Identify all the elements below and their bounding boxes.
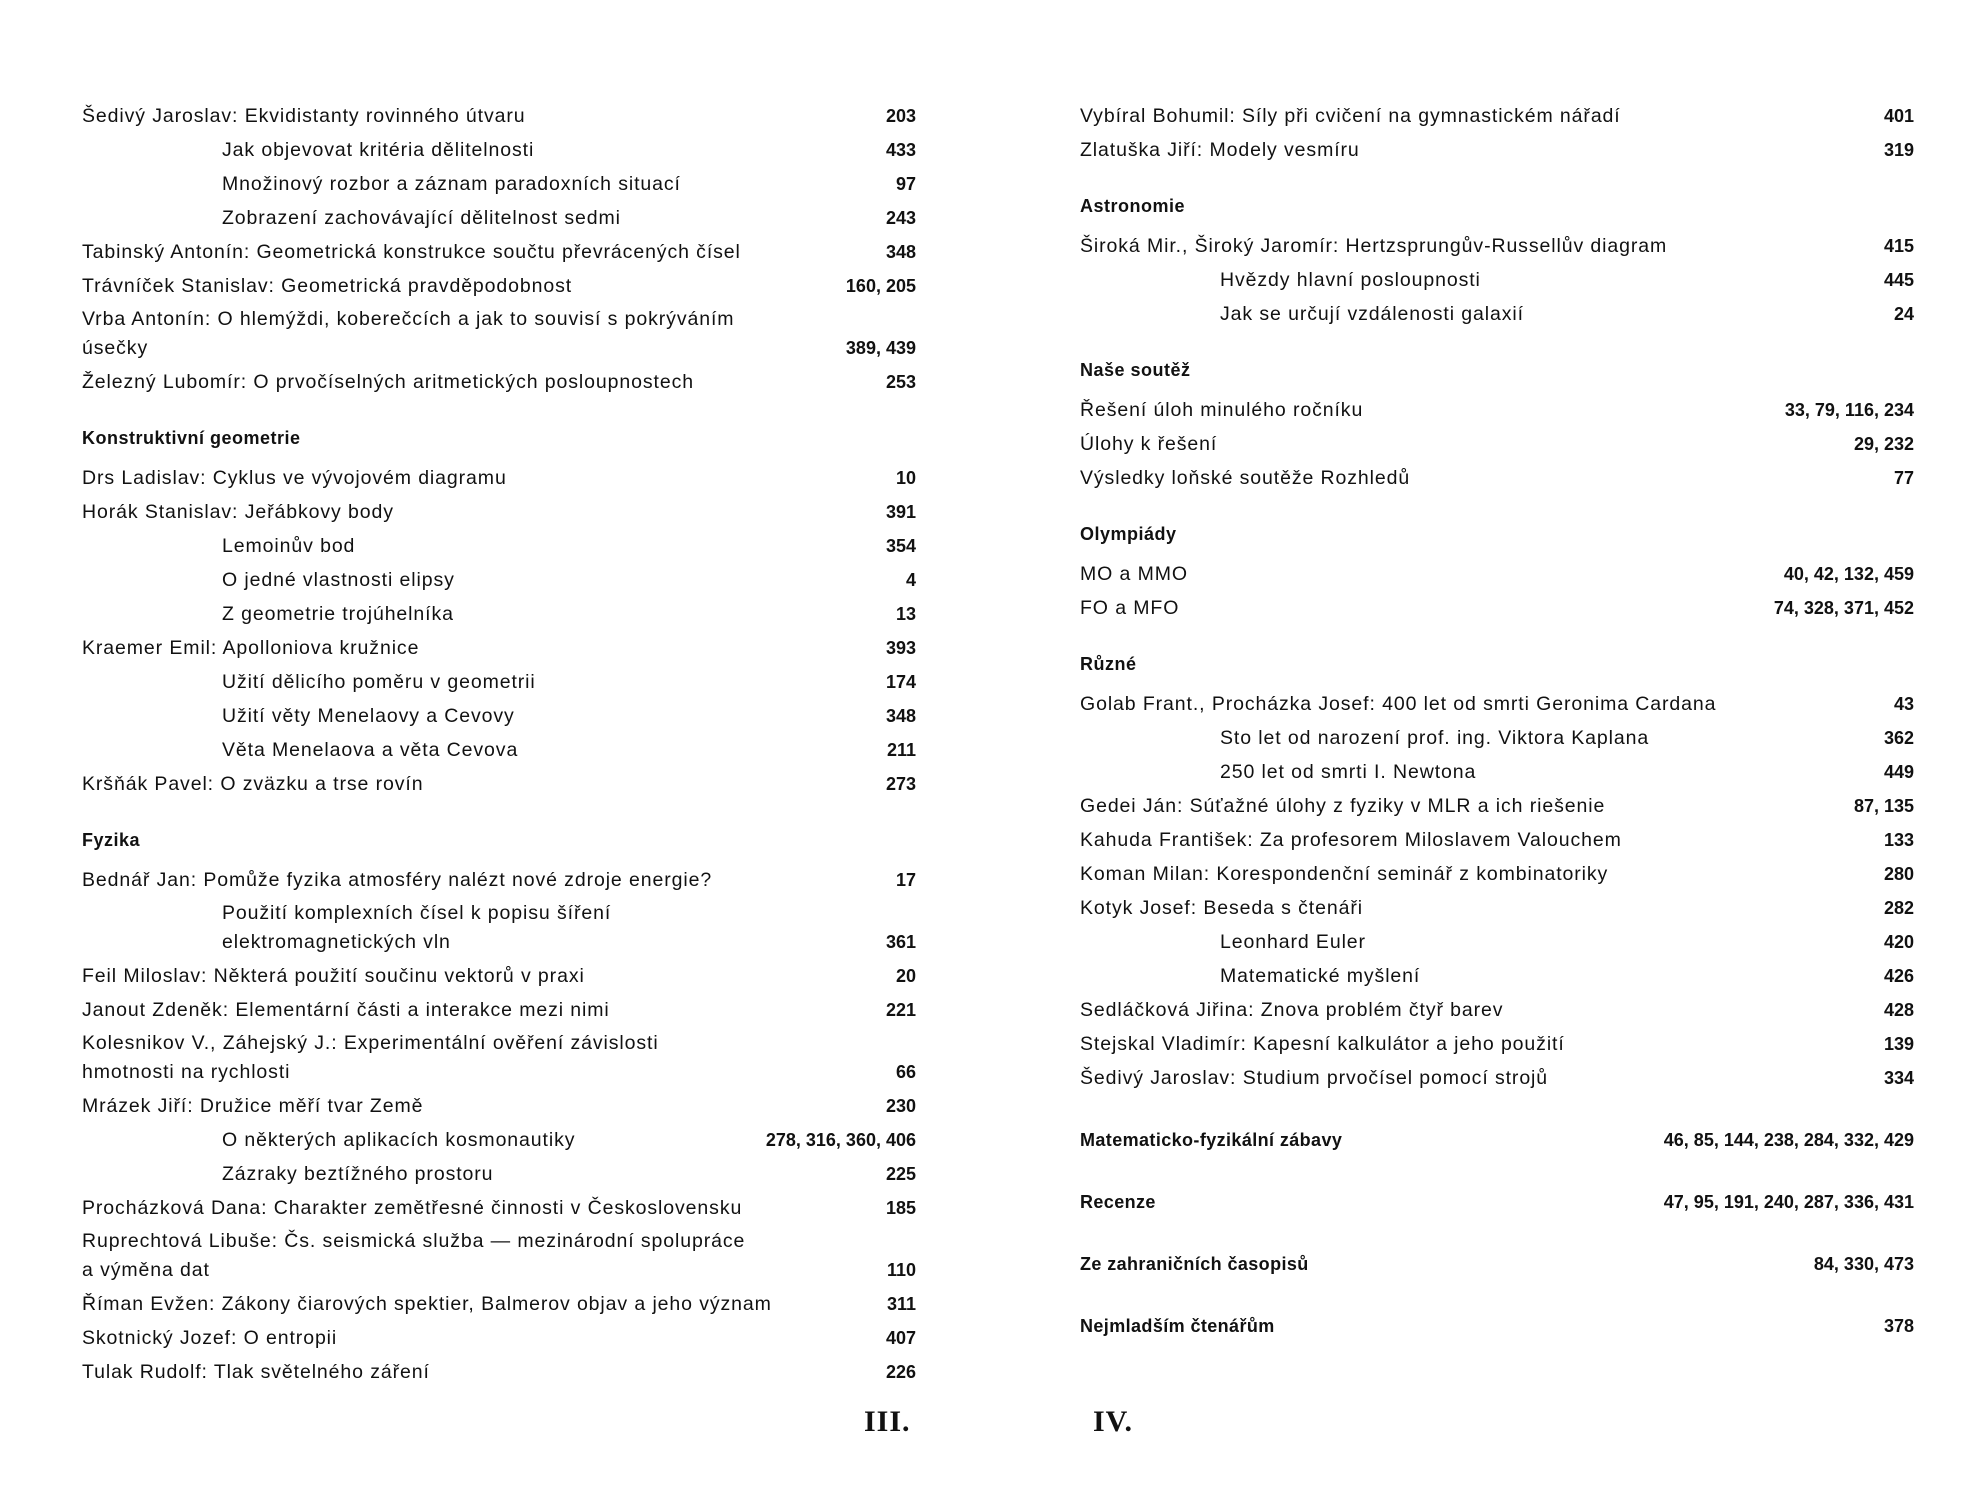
entry-page-numbers: 40, 42, 132, 459 — [1783, 564, 1914, 584]
index-entry — [82, 461, 916, 495]
entry-page-numbers: 282 — [1883, 898, 1914, 918]
index-subentry — [82, 167, 916, 201]
entry-page-numbers: 348 — [885, 706, 916, 726]
entry-page-numbers: 174 — [885, 672, 916, 692]
index-subentry — [82, 529, 916, 563]
entry-title: Vrba Antonín: O hlemýždi, koberečcích a jak to souvisí s pokrýváním úsečky — [82, 308, 735, 359]
misc-section-title: Ze zahraničních časopisů — [1080, 1254, 1309, 1274]
entry-title: Horák Stanislav: Jeřábkovy body — [82, 501, 394, 523]
entry-title: Gedei Ján: Súťažné úlohy z fyziky v MLR a ich riešenie — [1080, 795, 1606, 817]
entry-page-numbers: 253 — [885, 372, 916, 392]
section-heading: Konstruktivní geometrie — [82, 428, 301, 448]
entry-title: Mrázek Jiří: Družice měří tvar Země — [82, 1095, 424, 1117]
entry-title: Jak se určují vzdálenosti galaxií — [1220, 303, 1524, 325]
entry-page-numbers: 230 — [885, 1096, 916, 1116]
index-subentry — [82, 597, 916, 631]
entry-title: Drs Ladislav: Cyklus ve vývojovém diagramu — [82, 467, 507, 489]
entry-page-numbers: 13 — [895, 604, 916, 624]
entry-title: Šedivý Jaroslav: Ekvidistanty rovinného útvaru — [82, 105, 526, 127]
index-entry — [1080, 557, 1914, 591]
entry-page-numbers: 17 — [895, 870, 916, 890]
entry-page-numbers: 426 — [1883, 966, 1914, 986]
index-subentry — [82, 1123, 916, 1157]
entry-title: Lemoinův bod — [222, 535, 356, 557]
entry-title: Kotyk Josef: Beseda s čtenáři — [1080, 897, 1363, 919]
index-entry — [82, 1225, 916, 1287]
index-entry — [1080, 687, 1914, 721]
misc-section — [1080, 1123, 1914, 1157]
entry-title: Leonhard Euler — [1220, 931, 1366, 953]
entry-title: Vybíral Bohumil: Síly při cvičení na gymnastickém nářadí — [1080, 105, 1621, 127]
entry-page-numbers: 29, 232 — [1853, 434, 1914, 454]
entry-title: O jedné vlastnosti elipsy — [222, 569, 455, 591]
entry-title: Koman Milan: Korespondenční seminář z kombinatoriky — [1080, 863, 1609, 885]
index-entry — [82, 1089, 916, 1123]
entry-page-numbers: 445 — [1883, 270, 1914, 290]
section-heading: Naše soutěž — [1080, 360, 1191, 380]
index-entry — [82, 1321, 916, 1355]
entry-title: Zázraky beztížného prostoru — [222, 1163, 494, 1185]
entry-page-numbers: 389, 439 — [845, 338, 916, 358]
entry-title: Výsledky loňské soutěže Rozhledů — [1080, 467, 1411, 489]
misc-section — [1080, 1309, 1914, 1343]
entry-page-numbers: 401 — [1883, 106, 1914, 126]
entry-title: 250 let od smrti I. Newtona — [1220, 761, 1477, 783]
entry-page-numbers: 311 — [886, 1294, 916, 1314]
entry-page-numbers: 280 — [1883, 864, 1914, 884]
index-entry — [1080, 1027, 1914, 1061]
entry-title: Železný Lubomír: O prvočíselných aritmetických posloupnostech — [82, 371, 694, 393]
entry-page-numbers: 20 — [895, 966, 916, 986]
entry-page-numbers: 221 — [885, 1000, 916, 1020]
entry-title: MO a MMO — [1080, 563, 1188, 585]
entry-page-numbers: 133 — [1883, 830, 1914, 850]
entry-page-numbers: 407 — [885, 1328, 916, 1348]
index-subentry — [1080, 755, 1914, 789]
entry-title: Užití věty Menelaovy a Cevovy — [222, 705, 515, 727]
index-entry — [82, 959, 916, 993]
misc-section-pages: 378 — [1883, 1316, 1914, 1336]
entry-title: Zlatuška Jiří: Modely vesmíru — [1080, 139, 1360, 161]
index-entry — [1080, 133, 1914, 167]
entry-page-numbers: 139 — [1883, 1034, 1914, 1054]
entry-title: Úlohy k řešení — [1080, 433, 1218, 455]
page-number-right: IV. — [1093, 1405, 1133, 1438]
index-entry — [1080, 99, 1914, 133]
entry-title: Sedláčková Jiřina: Znova problém čtyř barev — [1080, 999, 1504, 1021]
entry-title: Říman Evžen: Zákony čiarových spektier, Balmerov objav a jeho význam — [82, 1293, 772, 1315]
index-entry — [82, 269, 916, 303]
index-entry — [1080, 427, 1914, 461]
index-entry — [1080, 789, 1914, 823]
index-subentry — [82, 665, 916, 699]
index-entry — [82, 767, 916, 801]
index-subentry — [82, 201, 916, 235]
entry-page-numbers: 348 — [885, 242, 916, 262]
section-heading: Fyzika — [82, 830, 141, 850]
index-entry — [1080, 229, 1914, 263]
right-page — [990, 0, 1980, 1500]
entry-page-numbers: 415 — [1883, 236, 1914, 256]
index-entry — [82, 99, 916, 133]
entry-page-numbers: 428 — [1883, 1000, 1914, 1020]
entry-title: Tabinský Antonín: Geometrická konstrukce součtu převrácených čísel — [82, 241, 741, 263]
entry-title: Jak objevovat kritéria dělitelnosti — [222, 139, 535, 161]
index-entry — [82, 1355, 916, 1389]
entry-title: Množinový rozbor a záznam paradoxních situací — [222, 173, 681, 195]
entry-page-numbers: 24 — [1893, 304, 1914, 324]
entry-page-numbers: 273 — [885, 774, 916, 794]
entry-title: Hvězdy hlavní posloupnosti — [1220, 269, 1481, 291]
entry-page-numbers: 43 — [1893, 694, 1914, 714]
section-heading: Různé — [1080, 654, 1137, 674]
entry-page-numbers: 334 — [1883, 1068, 1914, 1088]
entry-title: Užití dělicího poměru v geometrii — [222, 671, 536, 693]
index-entry — [82, 1027, 916, 1089]
index-entry — [82, 303, 916, 365]
misc-section-title: Matematicko-fyzikální zábavy — [1080, 1130, 1343, 1150]
entry-page-numbers: 393 — [885, 638, 916, 658]
index-entry — [1080, 891, 1914, 925]
index-entry — [1080, 993, 1914, 1027]
index-subentry — [1080, 721, 1914, 755]
page-number-left: III. — [864, 1405, 911, 1438]
entry-page-numbers: 433 — [885, 140, 916, 160]
index-entry — [1080, 461, 1914, 495]
index-entry — [82, 1287, 916, 1321]
entry-title: Matematické myšlení — [1220, 965, 1421, 987]
entry-page-numbers: 243 — [885, 208, 916, 228]
entry-title: Kahuda František: Za profesorem Miloslavem Valouchem — [1080, 829, 1622, 851]
entry-page-numbers: 110 — [886, 1260, 916, 1280]
index-entry — [1080, 591, 1914, 625]
index-entry — [82, 495, 916, 529]
entry-title: Tulak Rudolf: Tlak světelného záření — [82, 1361, 430, 1383]
index-entry — [1080, 857, 1914, 891]
entry-page-numbers: 278, 316, 360, 406 — [765, 1130, 916, 1150]
left-column — [82, 99, 916, 1389]
index-entry — [82, 235, 916, 269]
entry-title: Kolesnikov V., Záhejský J.: Experimentální ověření závislosti hmotnosti na rychlosti — [82, 1032, 659, 1083]
entry-title: FO a MFO — [1080, 597, 1180, 619]
entry-page-numbers: 4 — [905, 570, 916, 590]
index-entry — [82, 993, 916, 1027]
entry-page-numbers: 391 — [885, 502, 916, 522]
entry-title: Řešení úloh minulého ročníku — [1080, 399, 1364, 421]
section-heading: Astronomie — [1080, 196, 1186, 216]
entry-page-numbers: 354 — [885, 536, 916, 556]
misc-section-pages: 84, 330, 473 — [1813, 1254, 1914, 1274]
index-entry — [82, 631, 916, 665]
right-column — [1080, 99, 1914, 1343]
entry-title: Věta Menelaova a věta Cevova — [222, 739, 519, 761]
index-entry — [82, 1191, 916, 1225]
index-subentry — [82, 897, 916, 959]
misc-section-title: Recenze — [1080, 1192, 1156, 1212]
entry-page-numbers: 225 — [885, 1164, 916, 1184]
entry-page-numbers: 66 — [895, 1062, 916, 1082]
entry-page-numbers: 420 — [1883, 932, 1914, 952]
entry-page-numbers: 362 — [1883, 728, 1914, 748]
entry-page-numbers: 77 — [1893, 468, 1914, 488]
entry-title: Bednář Jan: Pomůže fyzika atmosféry nalézt nové zdroje energie? — [82, 869, 713, 891]
entry-title: Kraemer Emil: Apolloniova kružnice — [82, 637, 420, 659]
entry-title: Z geometrie trojúhelníka — [222, 603, 454, 625]
entry-title: O některých aplikacích kosmonautiky — [222, 1129, 576, 1151]
index-subentry — [1080, 959, 1914, 993]
entry-title: Golab Frant., Procházka Josef: 400 let od smrti Geronima Cardana — [1080, 693, 1717, 715]
entry-page-numbers: 160, 205 — [845, 276, 916, 296]
entry-page-numbers: 87, 135 — [1853, 796, 1914, 816]
entry-title: Zobrazení zachovávající dělitelnost sedmi — [222, 207, 621, 229]
entry-title: Ruprechtová Libuše: Čs. seismická služba — mezinárodní spolupráce a výměna dat — [82, 1230, 746, 1281]
index-entry — [82, 365, 916, 399]
entry-page-numbers: 74, 328, 371, 452 — [1773, 598, 1914, 618]
misc-section-title: Nejmladším čtenářům — [1080, 1316, 1275, 1336]
index-subentry — [1080, 297, 1914, 331]
misc-section-pages: 46, 85, 144, 238, 284, 332, 429 — [1663, 1130, 1914, 1150]
index-subentry — [82, 699, 916, 733]
misc-section-pages: 47, 95, 191, 240, 287, 336, 431 — [1663, 1192, 1914, 1212]
index-subentry — [82, 733, 916, 767]
entry-page-numbers: 10 — [895, 468, 916, 488]
entry-title: Procházková Dana: Charakter zemětřesné činnosti v Československu — [82, 1197, 743, 1219]
index-entry — [1080, 823, 1914, 857]
index-subentry — [82, 1157, 916, 1191]
entry-title: Kršňák Pavel: O zväzku a trse rovín — [82, 773, 424, 795]
entry-page-numbers: 211 — [886, 740, 916, 760]
entry-title: Šedivý Jaroslav: Studium prvočísel pomocí strojů — [1080, 1067, 1549, 1089]
entry-page-numbers: 185 — [885, 1198, 916, 1218]
entry-title: Feil Miloslav: Některá použití součinu vektorů v praxi — [82, 965, 585, 987]
index-subentry — [1080, 925, 1914, 959]
index-subentry — [1080, 263, 1914, 297]
entry-page-numbers: 319 — [1883, 140, 1914, 160]
entry-title: Trávníček Stanislav: Geometrická pravděpodobnost — [82, 275, 573, 297]
entry-page-numbers: 449 — [1883, 762, 1914, 782]
entry-title: Janout Zdeněk: Elementární části a interakce mezi nimi — [82, 999, 610, 1021]
entry-page-numbers: 361 — [885, 932, 916, 952]
entry-title: Stejskal Vladimír: Kapesní kalkulátor a jeho použití — [1080, 1033, 1565, 1055]
misc-section — [1080, 1185, 1914, 1219]
index-entry — [1080, 1061, 1914, 1095]
entry-title: Skotnický Jozef: O entropii — [82, 1327, 338, 1349]
index-entry — [1080, 393, 1914, 427]
index-subentry — [82, 563, 916, 597]
entry-title: Široká Mir., Široký Jaromír: Hertzsprungův-Russellův diagram — [1080, 235, 1668, 257]
index-subentry — [82, 133, 916, 167]
section-heading: Olympiády — [1080, 524, 1177, 544]
index-entry — [82, 863, 916, 897]
entry-page-numbers: 33, 79, 116, 234 — [1784, 400, 1914, 420]
misc-section — [1080, 1247, 1914, 1281]
entry-page-numbers: 97 — [895, 174, 916, 194]
entry-page-numbers: 203 — [885, 106, 916, 126]
entry-title: Použití komplexních čísel k popisu šíření elektromagnetických vln — [222, 902, 612, 953]
entry-page-numbers: 226 — [885, 1362, 916, 1382]
entry-title: Sto let od narození prof. ing. Viktora Kaplana — [1220, 727, 1650, 749]
